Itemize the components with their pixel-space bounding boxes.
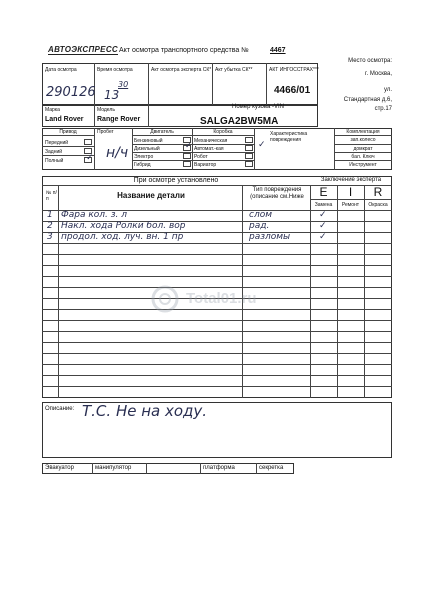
table-row bbox=[45, 221, 390, 232]
notes-label: Описание: bbox=[45, 406, 75, 412]
row-part: Накл. хода Ролки бол. вор bbox=[61, 221, 186, 231]
make-label: Марка bbox=[45, 107, 60, 113]
engine-check-hybrid[interactable] bbox=[183, 161, 191, 167]
loss-act-label: Акт убытка СК** bbox=[215, 67, 253, 73]
gearbox-option-robot: Робот bbox=[194, 154, 208, 160]
row-damage: рад. bbox=[249, 221, 270, 231]
sub-header-replace: Замена bbox=[314, 202, 333, 208]
place-line2: ул. bbox=[383, 87, 392, 93]
row-num: 3 bbox=[47, 232, 53, 242]
table-section-title: При осмотре установлено bbox=[133, 177, 219, 184]
ingos-value: 4466/01 bbox=[274, 85, 311, 96]
gearbox-option-manual: Механическая bbox=[194, 138, 228, 144]
expert-act-label: Акт осмотра эксперта СК* bbox=[151, 67, 212, 73]
inspection-place bbox=[318, 58, 392, 113]
model-value: Range Rover bbox=[97, 116, 141, 123]
row-num: 1 bbox=[47, 210, 53, 220]
row-mark: ✓ bbox=[319, 221, 327, 231]
engine-option-electric: Электро bbox=[134, 154, 154, 160]
row-mark: ✓ bbox=[319, 232, 327, 242]
place-line1: г. Москва, bbox=[365, 71, 392, 77]
engine-check-mark: ✓ bbox=[185, 141, 192, 150]
completeness-tools: Инструмент bbox=[349, 162, 377, 168]
gearbox-check-auto[interactable] bbox=[245, 145, 253, 151]
gearbox-check-cvt[interactable] bbox=[245, 161, 253, 167]
sub-header-repair: Ремонт bbox=[341, 202, 360, 208]
time-minutes: 30 bbox=[118, 80, 129, 89]
gearbox-title: Коробка bbox=[213, 129, 233, 135]
engine-option-petrol: Бензиновый bbox=[134, 138, 163, 144]
watermark-logo-icon bbox=[150, 284, 180, 314]
letter-e: E bbox=[319, 185, 328, 199]
drive-check-mark: ✓ bbox=[86, 153, 94, 163]
col-damage-header: Тип повреждения (описание см.Ниже bbox=[250, 187, 304, 200]
letter-r: R bbox=[373, 185, 383, 199]
place-label: Место осмотра: bbox=[348, 58, 392, 64]
notes-value: Т.С. Не на ходу. bbox=[82, 402, 208, 420]
completeness-spare-wheel: зап.колесо bbox=[350, 137, 376, 143]
place-line3: Стандартная д.6, bbox=[343, 97, 392, 103]
row-damage: слом bbox=[249, 210, 272, 220]
row-num: 2 bbox=[47, 221, 53, 231]
mileage-value: н/ч bbox=[106, 145, 129, 161]
drive-check-front[interactable] bbox=[84, 139, 92, 145]
vin-label: Номер кузова -VIN bbox=[232, 104, 284, 110]
row-part: продол. ход. луч. вн. 1 пр bbox=[61, 232, 184, 242]
date-value: 290126 bbox=[46, 85, 96, 100]
damage-char-label: Характеристика повреждения bbox=[270, 131, 308, 143]
watermark-text: Total01.ru bbox=[186, 290, 257, 307]
time-label: Время осмотра bbox=[97, 67, 133, 73]
row-part: Фара кол. з. л bbox=[61, 210, 128, 220]
company-logo: АВТОЭКСПРЕСС bbox=[48, 45, 118, 54]
row-damage: разломы bbox=[249, 232, 291, 242]
gearbox-check-manual[interactable] bbox=[245, 137, 253, 143]
ingos-label: АКТ ИНГОССТРАХ*** bbox=[269, 67, 319, 73]
drive-option-rear: Задний bbox=[45, 149, 63, 155]
gearbox-option-cvt: Вариатор bbox=[194, 162, 217, 168]
gearbox-option-auto: Автомат.-кая bbox=[194, 146, 224, 152]
drive-option-front: Передний bbox=[45, 140, 69, 146]
expert-section-title: Заключение эксперта bbox=[320, 177, 382, 183]
document-title: Акт осмотра транспортного средства № bbox=[119, 47, 249, 54]
engine-option-hybrid: Гибрид bbox=[134, 162, 151, 168]
footer-manipulator: манипулятор bbox=[95, 465, 132, 471]
gearbox-check-robot[interactable] bbox=[245, 153, 253, 159]
engine-option-diesel: Дизельный bbox=[134, 146, 160, 152]
make-value: Land Rover bbox=[45, 116, 84, 123]
letter-i: I bbox=[348, 185, 353, 199]
completeness-wheel-key: бал. Ключ bbox=[351, 154, 375, 160]
table-row bbox=[45, 232, 390, 243]
footer-secret-lock: секретка bbox=[259, 465, 284, 471]
time-hours: 13 bbox=[104, 88, 120, 102]
completeness-title: Комплектация bbox=[346, 129, 380, 135]
col-num-header: № п/п bbox=[46, 190, 57, 202]
row-mark: ✓ bbox=[319, 210, 327, 220]
table-row bbox=[45, 210, 390, 221]
act-number: 4467 bbox=[270, 47, 286, 54]
footer-platform: платформа bbox=[203, 465, 235, 471]
drive-title: Привод bbox=[59, 129, 77, 135]
col-part-header: Название детали bbox=[117, 191, 185, 200]
engine-title: Двигатель bbox=[150, 129, 174, 135]
gearbox-check-mark: ✓ bbox=[258, 140, 266, 150]
place-line4: стр.17 bbox=[374, 106, 392, 112]
sub-header-paint: Окраска bbox=[368, 202, 388, 208]
engine-check-electric[interactable] bbox=[183, 153, 191, 159]
mileage-label: Пробег bbox=[97, 129, 114, 135]
model-label: Модель bbox=[97, 107, 115, 113]
drive-option-all: Полный bbox=[45, 158, 64, 164]
vin-value: SALGA2BW5MA bbox=[200, 116, 279, 127]
completeness-jack: домкрат bbox=[353, 146, 373, 152]
date-label: Дата осмотра bbox=[45, 67, 77, 73]
footer-tow-truck: Эвакуатор bbox=[45, 465, 74, 471]
